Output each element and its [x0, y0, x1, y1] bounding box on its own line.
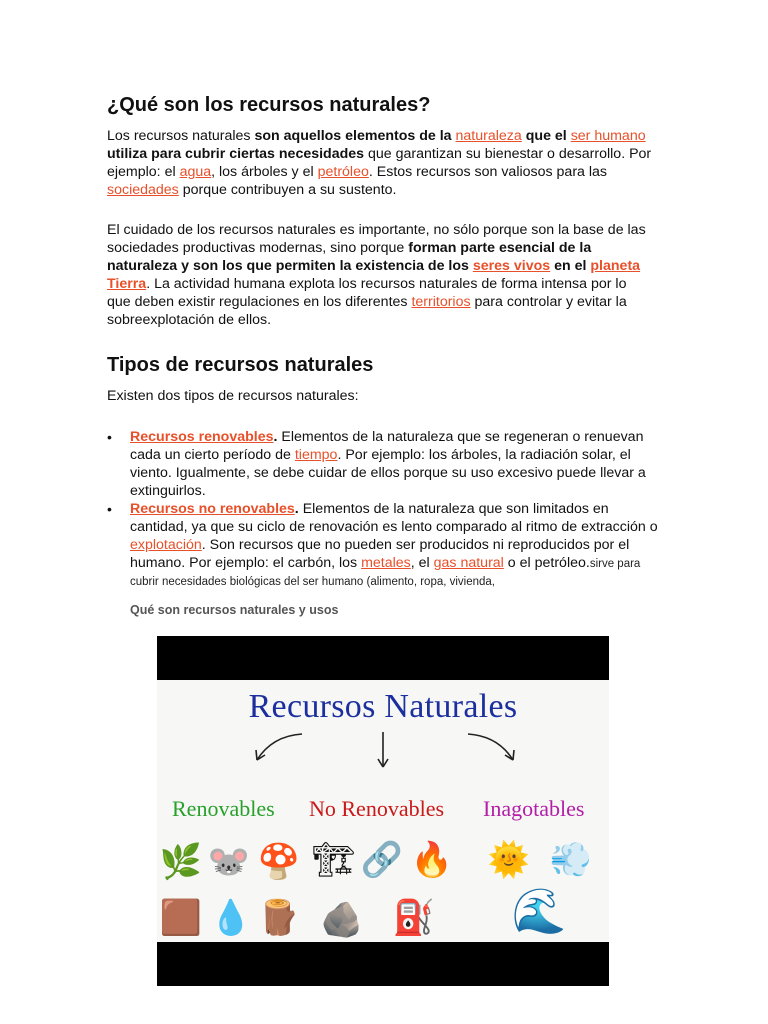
- sun-icon: 🌞: [487, 841, 531, 879]
- list-item: [107, 500, 660, 590]
- bold-text: .: [273, 429, 278, 445]
- link-petroleo[interactable]: petróleo: [317, 164, 369, 180]
- link-territorios[interactable]: territorios: [411, 294, 471, 310]
- category-inexhaustible: Inagotables: [483, 796, 585, 821]
- text: o el petróleo.: [503, 555, 590, 571]
- types-intro: Existen dos tipos de recursos naturales:: [107, 388, 359, 404]
- care-paragraph: [107, 221, 652, 329]
- bold-text: en el: [550, 258, 591, 274]
- link-sociedades[interactable]: sociedades: [107, 182, 179, 198]
- log-icon: 🪵: [257, 899, 301, 937]
- types-list: [107, 428, 660, 590]
- chain-icon: 🔗: [360, 841, 404, 879]
- section-heading: Tipos de recursos naturales: [107, 354, 374, 376]
- category-renewable: Renovables: [172, 796, 275, 821]
- infographic-panel: [157, 680, 609, 942]
- link-ser-humano[interactable]: ser humano: [570, 128, 646, 144]
- arrow-down-icon: [373, 730, 393, 772]
- fuel-pump-icon: ⛽: [392, 899, 436, 937]
- category-nonrenewable: No Renovables: [309, 796, 445, 821]
- page-title: ¿Qué son los recursos naturales?: [107, 94, 431, 116]
- link-gas-natural[interactable]: gas natural: [433, 555, 504, 571]
- link-recursos-no-renovables[interactable]: Recursos no renovables: [130, 501, 295, 517]
- bullet: •: [107, 429, 112, 445]
- bold-text: utiliza para cubrir ciertas necesidades: [107, 146, 365, 162]
- infographic-title: Recursos Naturales: [248, 688, 518, 725]
- coal-icon: 🪨: [320, 901, 364, 939]
- arrow-left-icon: [247, 730, 307, 770]
- link-agua[interactable]: agua: [179, 164, 212, 180]
- wind-icon: 💨: [549, 841, 593, 879]
- link-metales[interactable]: metales: [361, 555, 411, 571]
- bold-text: forman parte esencial de la naturaleza y son los que permiten la existencia de los: [107, 240, 592, 274]
- link-planeta-tierra[interactable]: planeta Tierra: [107, 258, 641, 292]
- link-naturaleza[interactable]: naturaleza: [455, 128, 522, 144]
- link-explotacion[interactable]: explotación: [130, 537, 202, 553]
- text: El cuidado de los recursos naturales es importante, no sólo porque son la base de las sociedades productivas modernas, sino porque: [107, 222, 646, 256]
- text: , el: [410, 555, 434, 571]
- bold-text: .: [294, 501, 299, 517]
- small-text: sirve para cubrir necesidades biológicas del ser humano (alimento, ropa, vivienda,: [130, 558, 641, 588]
- oil-rig-icon: 🏗: [312, 841, 356, 879]
- bold-text: son aquellos elementos de la: [254, 128, 456, 144]
- text: Los recursos naturales: [107, 128, 255, 144]
- gas-flame-icon: 🔥: [410, 841, 454, 879]
- intro-paragraph: [107, 127, 652, 199]
- resources-infographic: [157, 636, 609, 986]
- mouse-icon: 🐭: [207, 843, 251, 881]
- text: . Son recursos que no pueden ser producidos ni reproducidos por el humano. Por ejemplo: el carbón, los: [130, 537, 630, 571]
- plant-icon: 🌿: [159, 843, 203, 881]
- link-recursos-renovables[interactable]: Recursos renovables: [130, 429, 274, 445]
- text: , los árboles y el: [211, 164, 318, 180]
- text: que garantizan su bienestar o desarrollo. Por ejemplo: el: [107, 146, 652, 180]
- text: para controlar y evitar la sobreexplotación de ellos.: [107, 294, 627, 328]
- text: porque contribuyen a su sustento.: [178, 182, 397, 198]
- bold-text: que el: [521, 128, 571, 144]
- wave-icon: 🌊: [511, 887, 567, 936]
- water-drop-icon: 💧: [209, 899, 253, 937]
- list-item: [107, 428, 660, 500]
- text: . La actividad humana explota los recursos naturales de forma intensa por lo que deben existir regulaciones en los diferentes: [107, 276, 627, 310]
- bullet: •: [107, 501, 112, 517]
- link-tiempo[interactable]: tiempo: [294, 447, 338, 463]
- mushroom-icon: 🍄: [257, 843, 301, 881]
- image-caption: Qué son recursos naturales y usos: [130, 603, 339, 617]
- text: . Por ejemplo: los árboles, la radiación solar, el viento. Igualmente, se debe cuidar de ellos porque su uso excesivo puede llevar a extinguirlos.: [130, 447, 646, 499]
- text: . Estos recursos son valiosos para las: [368, 164, 608, 180]
- wood-block-icon: 🟫: [159, 899, 203, 937]
- link-seres-vivos[interactable]: seres vivos: [472, 258, 551, 274]
- text: Elementos de la naturaleza que se regeneran o renuevan cada un cierto período de: [130, 429, 644, 463]
- text: Elementos de la naturaleza que son limitados en cantidad, ya que su ciclo de renovación es lento comparado al ritmo de extracción o: [130, 501, 658, 535]
- arrow-right-icon: [463, 730, 523, 770]
